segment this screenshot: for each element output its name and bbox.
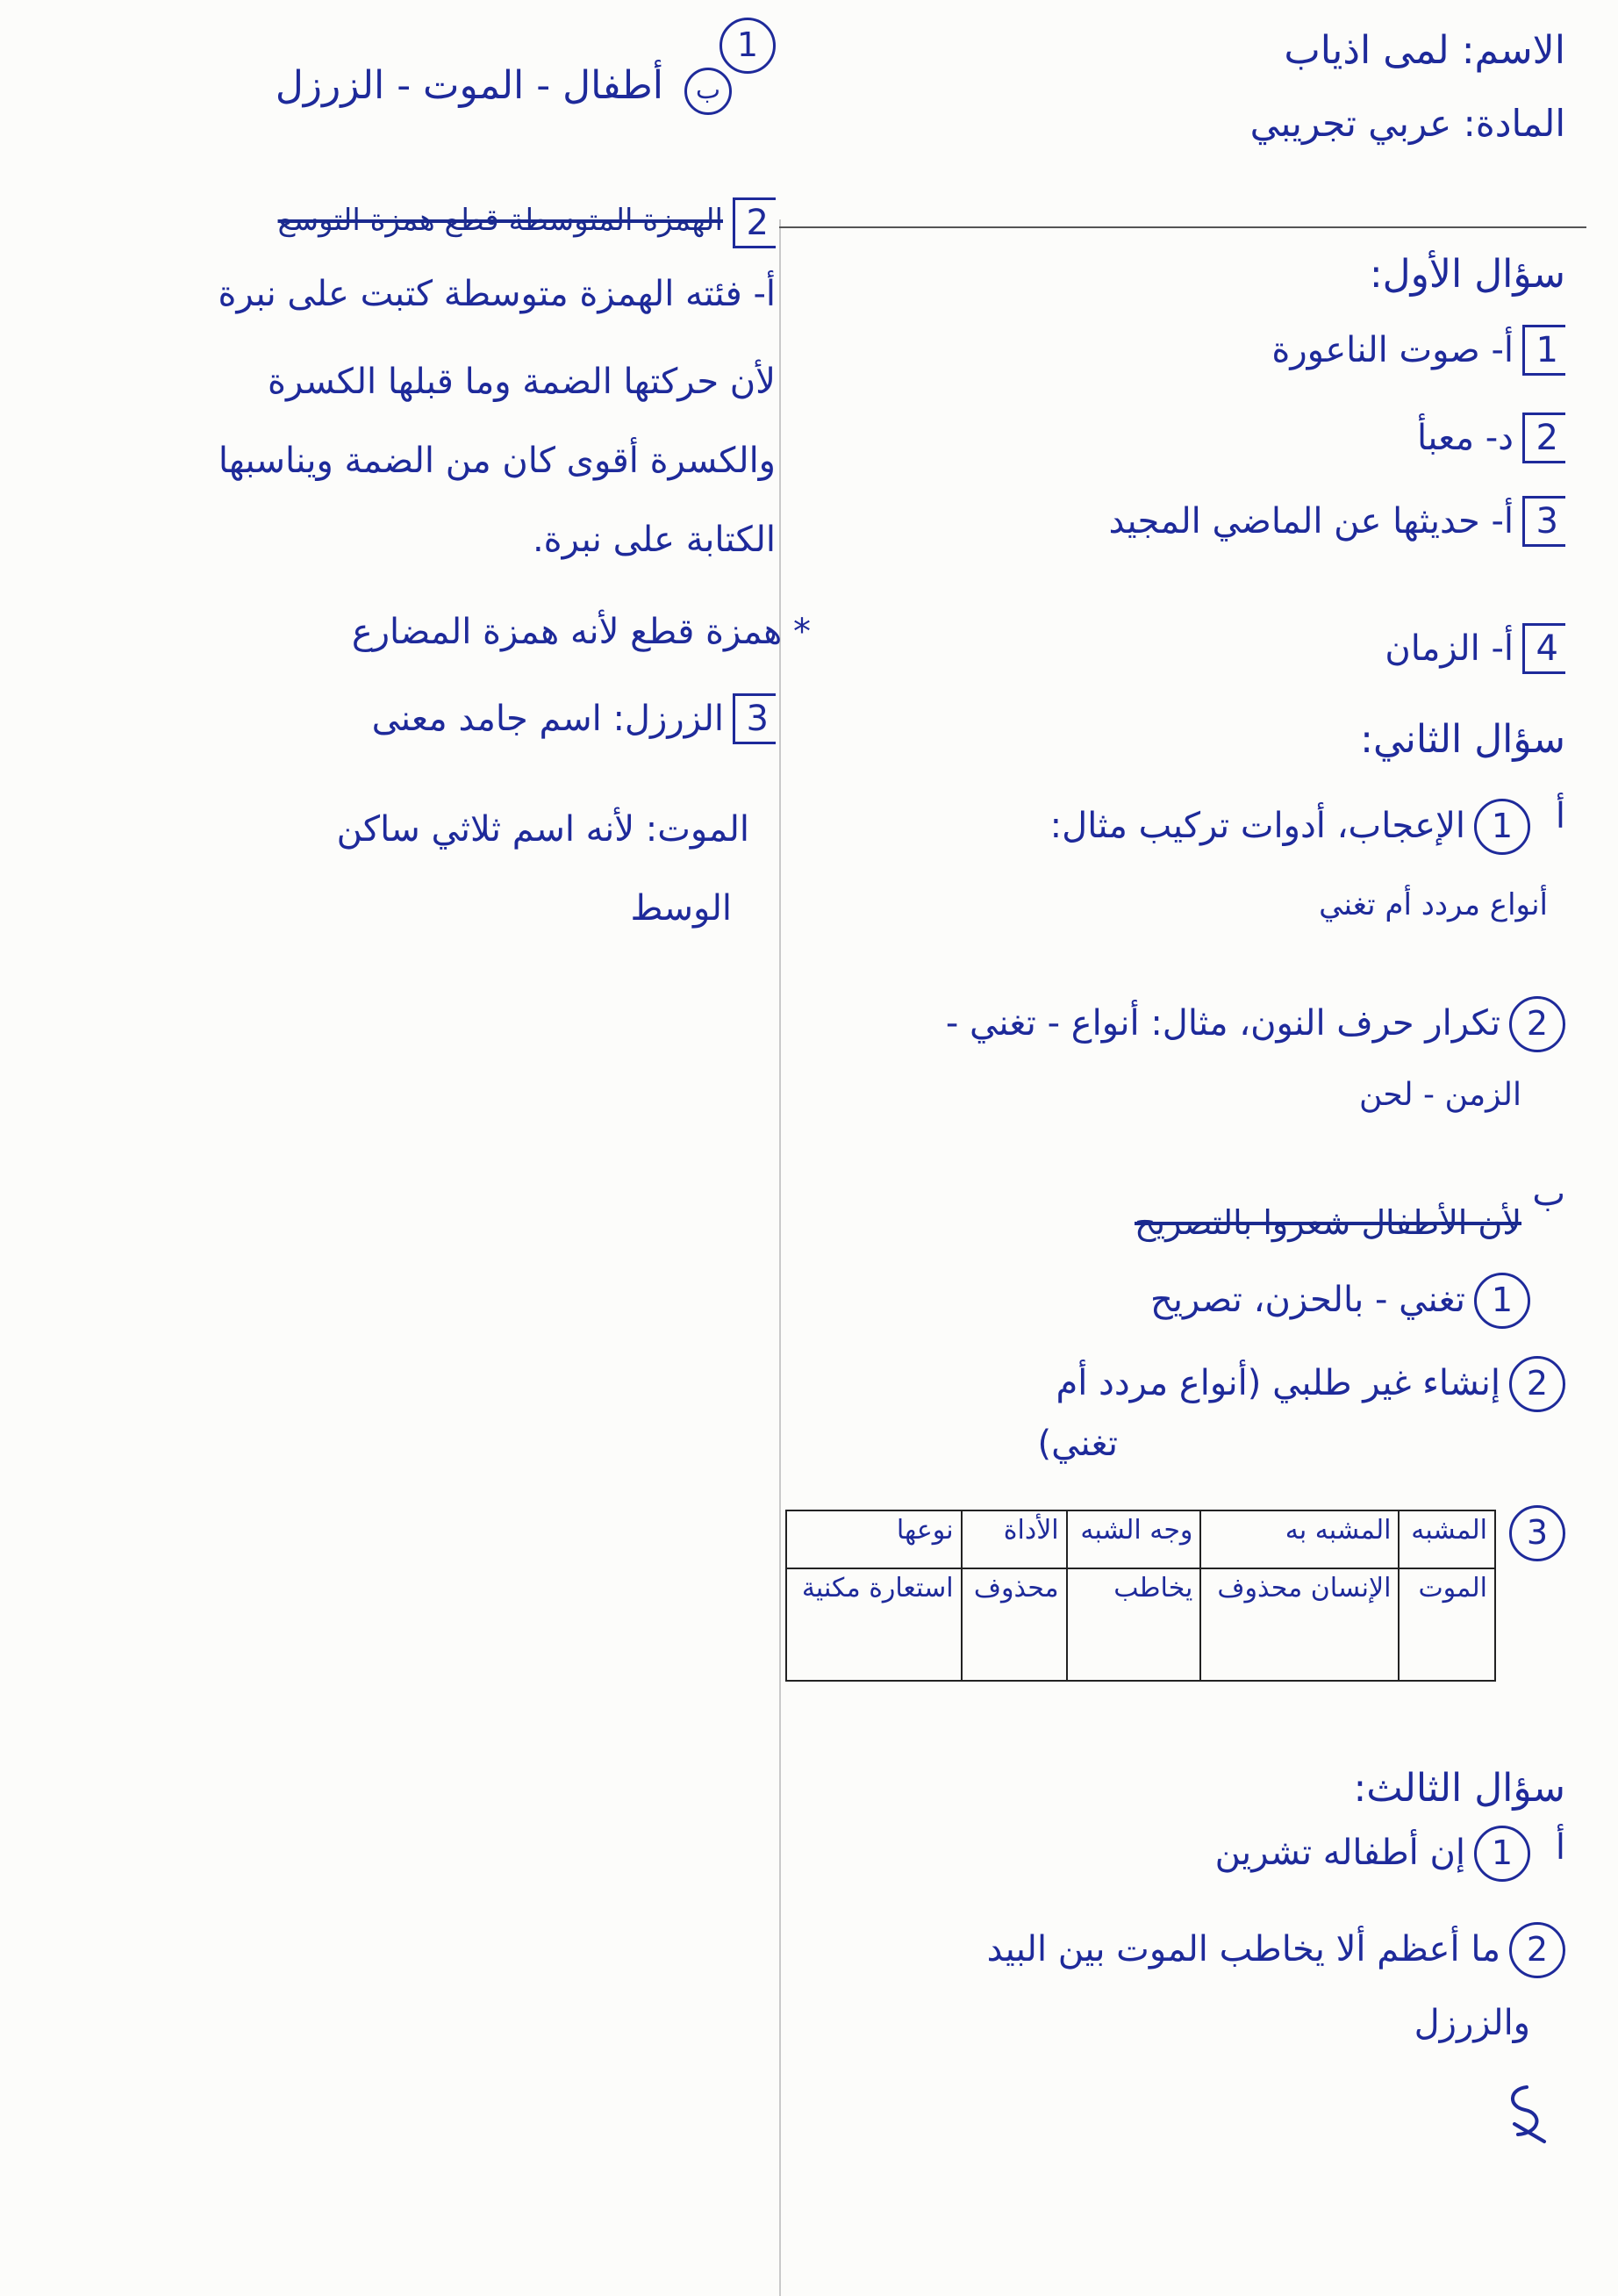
q2b-item-2-line2: تغني) (1037, 1424, 1118, 1464)
table-cell: الموت (1399, 1568, 1495, 1681)
q3-item-1: 1إن أطفاله تشرين (1215, 1826, 1530, 1882)
q3-title: سؤال الثالث: (1353, 1766, 1565, 1811)
q2a-label: أ (1555, 796, 1565, 836)
table-cell: استعارة مكنية (786, 1568, 962, 1681)
table-cell: الإنسان محذوف (1200, 1568, 1399, 1681)
q3-item-2-line2: والزرزل (1414, 2003, 1530, 2043)
q3-item-2: 2ما أعظم ألا يخاطب الموت بين البيد (987, 1922, 1565, 1978)
analysis-table (785, 1510, 1496, 1682)
column-divider (779, 219, 781, 2296)
table-cell: محذوف (962, 1568, 1067, 1681)
q3-label: أ (1555, 1827, 1565, 1868)
left-q1: 1 (711, 18, 776, 74)
q1-title: سؤال الأول: (1369, 252, 1565, 297)
table-header: المشبه به (1200, 1510, 1399, 1568)
table-cell: يخاطب (1067, 1568, 1201, 1681)
signature-mark (1492, 2080, 1562, 2150)
left-q3-line2: الموت: لأنه اسم ثلاثي ساكن (336, 809, 749, 850)
q2a-item-2-line2: الزمن - لحن (1358, 1077, 1521, 1113)
q2-title: سؤال الثاني: (1360, 717, 1565, 762)
q2b-label: ب (1532, 1173, 1565, 1214)
left-q2-line3: والكسرة أقوى كان من الضمة ويناسبها (218, 441, 776, 481)
left-q2-note: * همزة قطع لأنه همزة المضارع (351, 612, 811, 652)
table-header: وجه الشبه (1067, 1510, 1201, 1568)
q2b-item-2: 2إنشاء غير طلبي (أنواع مردد أم (1056, 1356, 1565, 1412)
q2b-table-num: 3 (1500, 1505, 1565, 1561)
q1-answer-1: 1أ- صوت الناعورة (1271, 325, 1565, 376)
student-name: الاسم: لمى اذياب (1284, 28, 1565, 73)
q2a-item-1-line2: أنواع مردد أم تغني (1319, 887, 1548, 922)
table-header: الأداة (962, 1510, 1067, 1568)
left-q3-line1: 3الزرزل: اسم جامد معنى (372, 693, 776, 744)
left-q2-line1: أ- فئته الهمزة متوسطة كتبت على نبرة (218, 274, 776, 314)
q2a-item-2: 2تكرار حرف النون، مثال: أنواع - تغني - (946, 996, 1565, 1052)
table-header: المشبه (1399, 1510, 1495, 1568)
q2b-struck-text: لأن الأطفال شعروا بالتصريح (1135, 1203, 1521, 1242)
left-q2-struck: الهمزة المتوسطة قطع همزة التوسع (277, 203, 723, 238)
table-header: نوعها (786, 1510, 962, 1568)
left-q1b: ب أطفال - الموت - الزرزل (276, 61, 732, 115)
q1-answer-2: 2د- معبأ (1417, 413, 1565, 463)
table-row (786, 1568, 1495, 1681)
q1-answer-4: 4أ- الزمان (1385, 623, 1565, 674)
left-q2-num: 2 (724, 197, 776, 248)
left-q2-line4: الكتابة على نبرة. (532, 520, 776, 560)
q1-answer-3: 3أ- حديثها عن الماضي المجيد (1108, 496, 1565, 547)
q2a-item-1: 1الإعجاب، أدوات تركيب مثال: (1050, 799, 1530, 855)
left-q2-line2: لأن حركتها الضمة وما قبلها الكسرة (268, 362, 776, 402)
left-q3-line3: الوسط (630, 888, 732, 929)
subject-label: المادة: عربي تجريبي (1249, 102, 1565, 145)
header-divider (779, 226, 1586, 228)
q2b-item-1: 1تغني - بالحزن، تصريح (1150, 1273, 1530, 1329)
